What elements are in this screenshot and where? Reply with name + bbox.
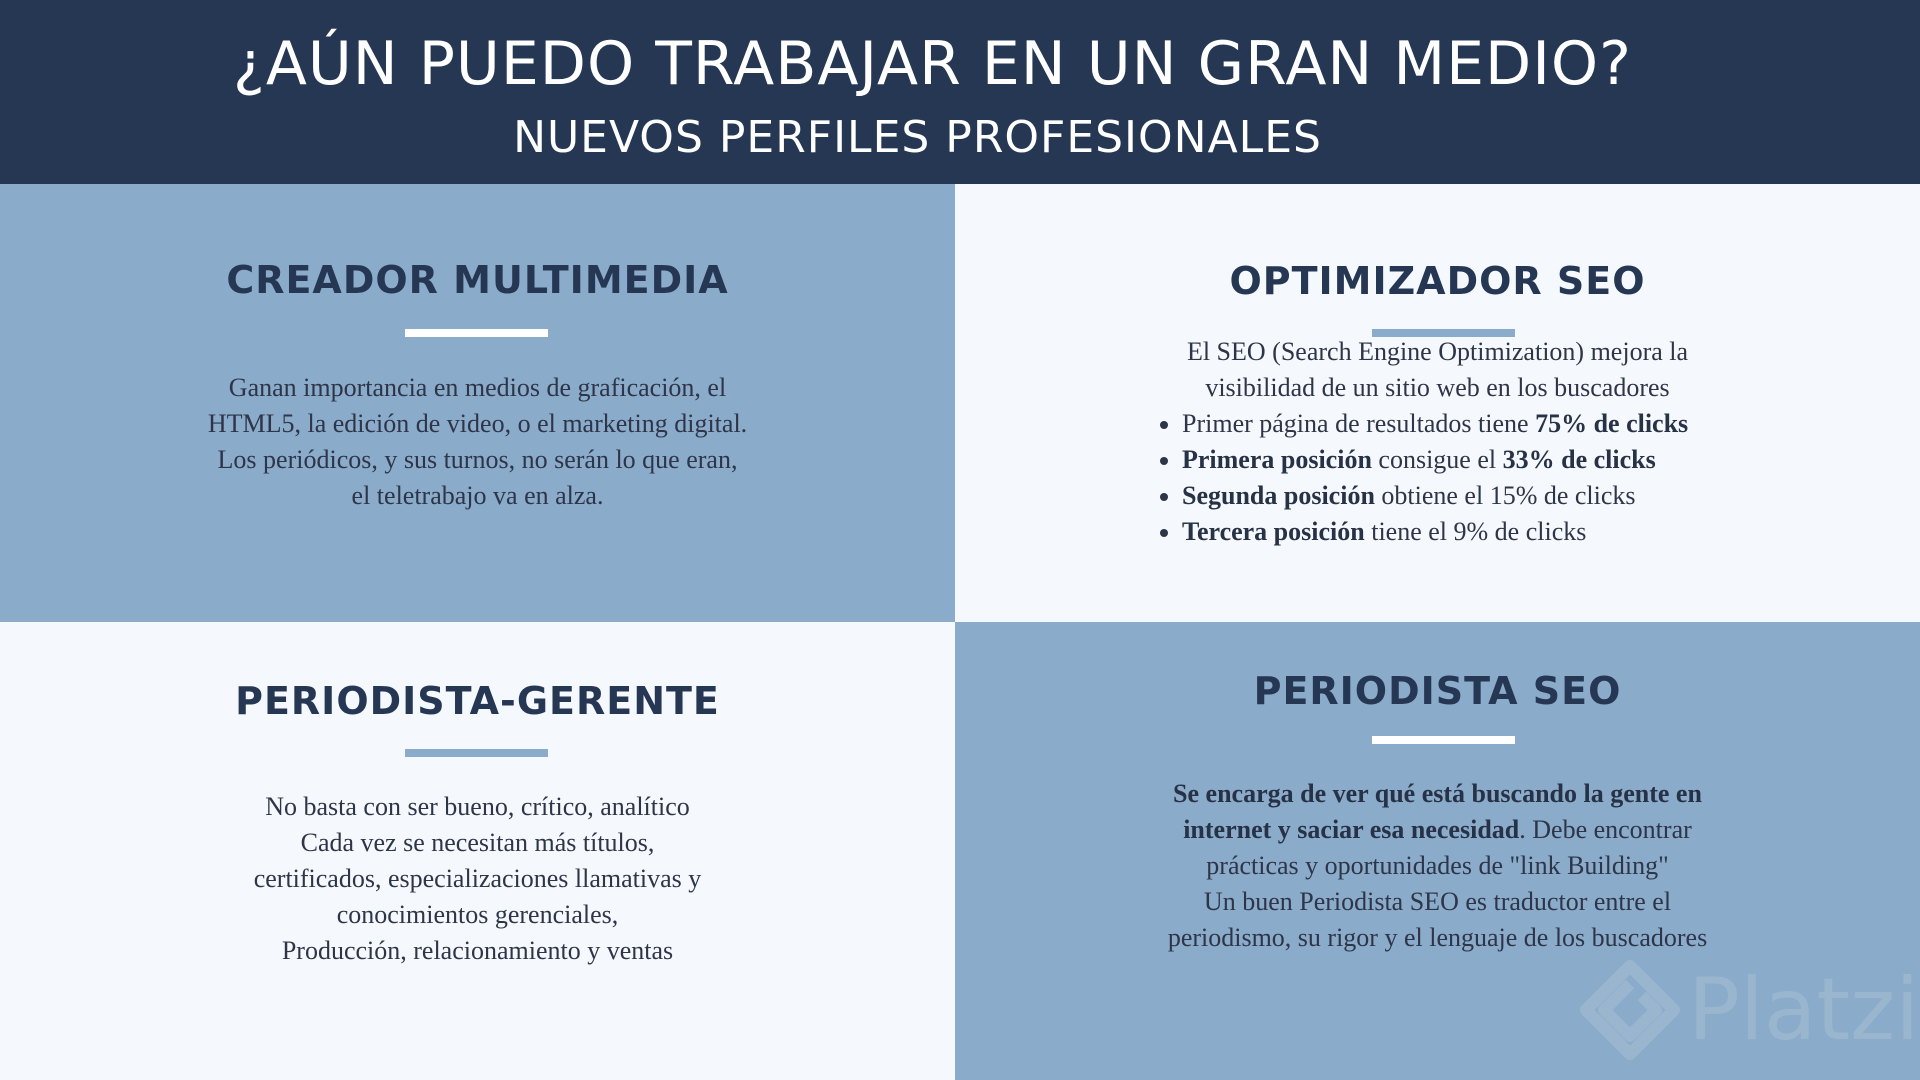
platzi-diamond-icon (1580, 960, 1680, 1060)
item-emphasis: Primera posición (1182, 445, 1372, 474)
body-line: El SEO (Search Engine Optimization) mejora la (1186, 337, 1689, 366)
body-text: . Debe encontrar (1519, 815, 1692, 844)
body-line: HTML5, la edición de video, o el marketing digital. (207, 409, 748, 438)
list-item (1182, 514, 1920, 550)
item-emphasis: 75% de clicks (1535, 409, 1689, 438)
body-line: Un buen Periodista SEO es traductor entre el (1203, 887, 1672, 916)
body-line (955, 776, 1920, 812)
section-title: PERIODISTA-GERENTE (235, 679, 720, 723)
body-line: Los periódicos, y sus turnos, no serán lo que eran, (217, 445, 738, 474)
item-text: Primer página de resultados tiene (1182, 409, 1536, 438)
body-line: periodismo, su rigor y el lenguaje de los buscadores (1167, 923, 1708, 952)
page-subtitle: NUEVOS PERFILES PROFESIONALES (513, 112, 1322, 163)
body-line: Ganan importancia en medios de graficación, el (228, 373, 727, 402)
list-item (1182, 442, 1920, 478)
title-divider (405, 749, 548, 757)
body-emphasis: internet y saciar esa necesidad (1183, 815, 1520, 844)
platzi-logo (1580, 958, 1920, 1080)
section-periodista-gerente (0, 622, 955, 1080)
body-line: el teletrabajo va en alza. (351, 481, 604, 510)
item-text: obtiene el 15% de clicks (1374, 481, 1636, 510)
body-emphasis: Se encarga de ver qué está buscando la gente en (1173, 779, 1702, 808)
section-optimizador-seo (955, 184, 1920, 622)
body-line: Producción, relacionamiento y ventas (281, 936, 674, 965)
title-divider (405, 329, 548, 337)
stats-list (1182, 406, 1920, 550)
item-emphasis: Tercera posición (1182, 517, 1365, 546)
section-body (0, 370, 955, 514)
body-line: certificados, especializaciones llamativas y (253, 864, 702, 893)
logo-text: Platzi (1688, 960, 1920, 1060)
section-body (955, 334, 1920, 550)
section-body (955, 776, 1920, 956)
item-text: tiene el 9% de clicks (1364, 517, 1587, 546)
body-line: No basta con ser bueno, crítico, analítico (265, 792, 690, 821)
item-emphasis: 33% de clicks (1502, 445, 1656, 474)
body-line: prácticas y oportunidades de "link Building" (1206, 851, 1669, 880)
section-title: PERIODISTA SEO (1253, 669, 1622, 713)
list-item (1182, 406, 1920, 442)
body-line: Cada vez se necesitan más títulos, (300, 828, 655, 857)
page-title: ¿AÚN PUEDO TRABAJAR EN UN GRAN MEDIO? (232, 29, 1632, 99)
body-line (955, 812, 1920, 848)
section-title: OPTIMIZADOR SEO (1229, 259, 1646, 303)
body-line: conocimientos gerenciales, (336, 900, 619, 929)
body-line: visibilidad de un sitio web en los buscadores (1205, 373, 1670, 402)
header-banner (0, 0, 1920, 184)
section-body (0, 789, 955, 969)
section-title: CREADOR MULTIMEDIA (226, 258, 729, 302)
list-item (1182, 478, 1920, 514)
item-emphasis: Segunda posición (1182, 481, 1375, 510)
title-divider (1372, 736, 1515, 744)
section-creador-multimedia (0, 184, 955, 622)
item-text: consigue el (1371, 445, 1503, 474)
